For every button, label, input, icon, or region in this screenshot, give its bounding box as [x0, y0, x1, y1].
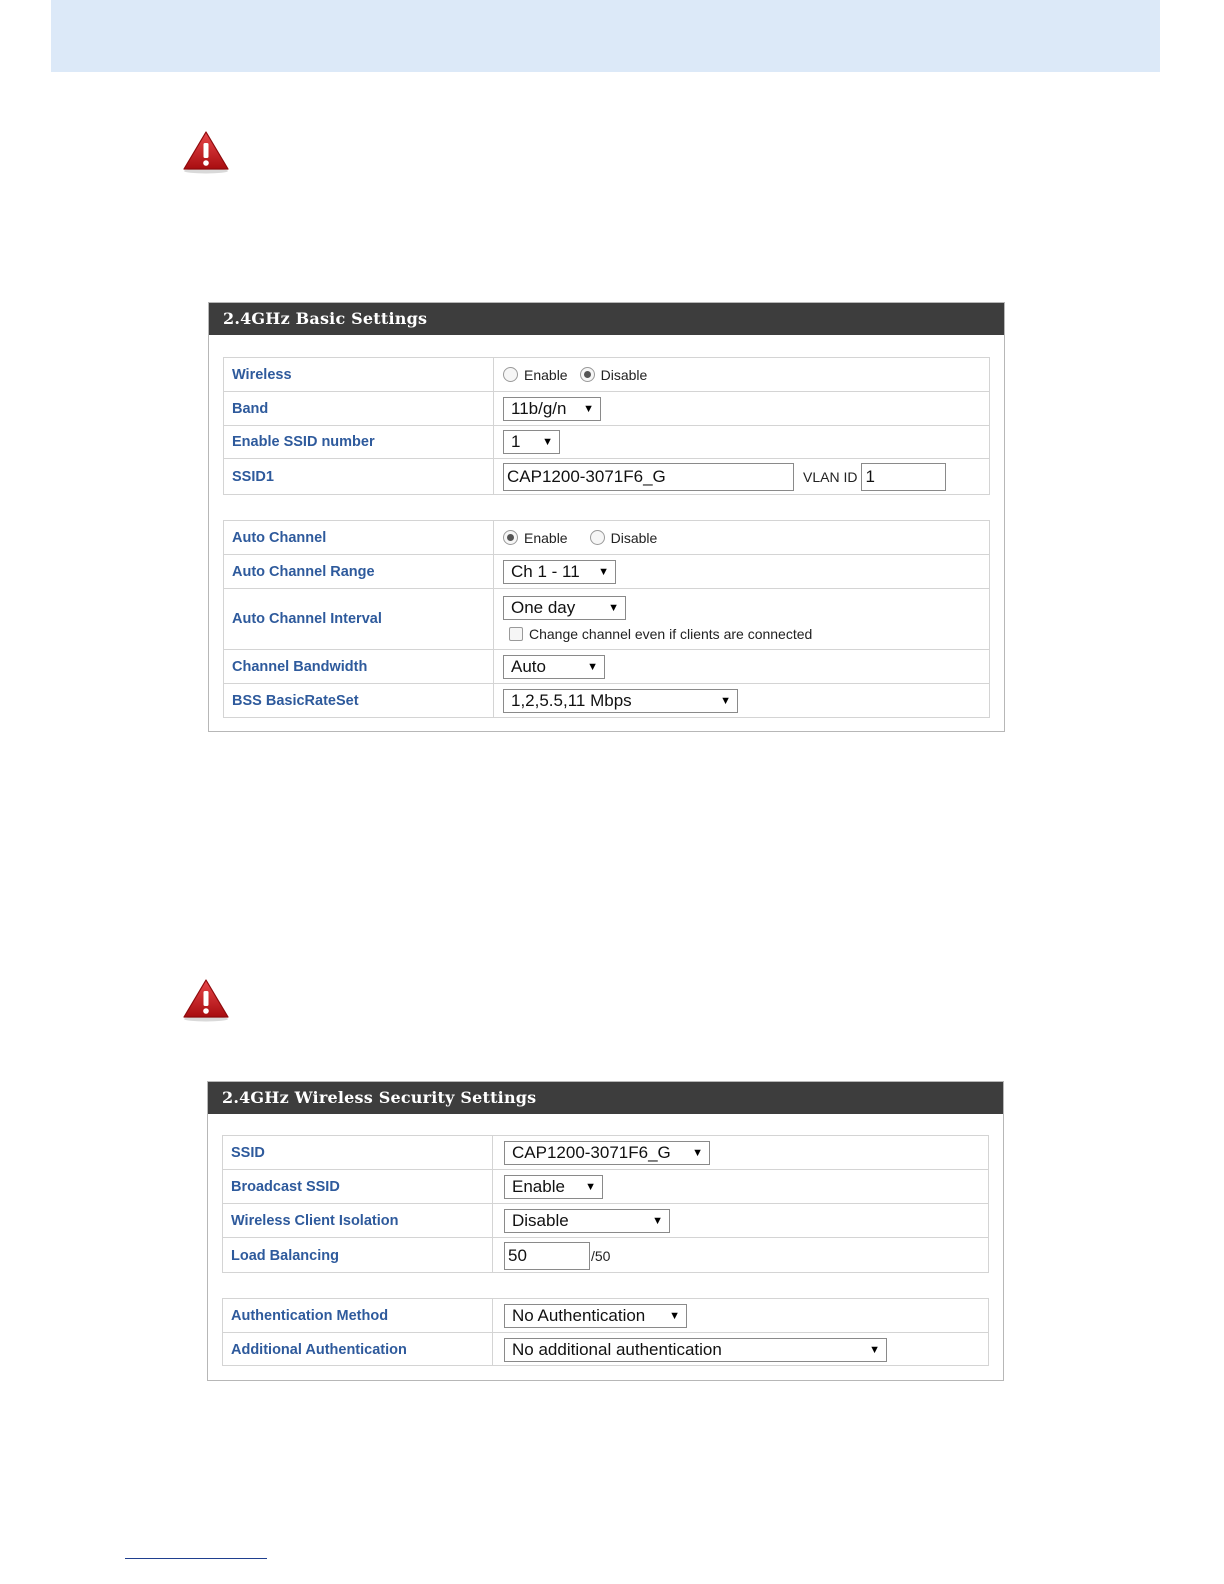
radio-icon[interactable] — [590, 530, 605, 545]
load-balancing-input[interactable]: 50 — [504, 1242, 590, 1270]
client-isolation-label: Wireless Client Isolation — [223, 1204, 493, 1237]
auto-channel-interval-label: Auto Channel Interval — [224, 589, 494, 649]
security-settings-title: 2.4GHz Wireless Security Settings — [208, 1082, 1003, 1114]
footer-rule — [125, 1558, 267, 1559]
broadcast-ssid-label: Broadcast SSID — [223, 1170, 493, 1203]
auto-channel-range-label: Auto Channel Range — [224, 555, 494, 588]
auth-method-select[interactable]: No Authentication ▼ — [504, 1304, 687, 1328]
ssid-label: SSID — [223, 1136, 493, 1169]
broadcast-ssid-select[interactable]: Enable ▼ — [504, 1175, 603, 1199]
wireless-row — [224, 358, 989, 392]
ssid-number-row — [224, 426, 989, 459]
change-channel-option[interactable] — [509, 626, 812, 642]
auth-method-row — [223, 1299, 988, 1333]
client-isolation-row — [223, 1204, 988, 1238]
vlan-id-input[interactable]: 1 — [861, 463, 946, 491]
bss-rate-select[interactable]: 1,2,5.5,11 Mbps ▼ — [503, 689, 738, 713]
ssid-number-select[interactable]: 1 ▼ — [503, 430, 560, 454]
channel-bandwidth-row — [224, 650, 989, 684]
ssid-row — [223, 1136, 988, 1170]
band-row — [224, 392, 989, 426]
security-settings-group-1 — [222, 1135, 989, 1273]
dropdown-arrow-icon: ▼ — [542, 436, 553, 448]
dropdown-arrow-icon: ▼ — [583, 402, 594, 415]
auto-channel-range-select[interactable]: Ch 1 - 11 ▼ — [503, 560, 616, 584]
additional-auth-label: Additional Authentication — [223, 1333, 493, 1366]
security-settings-group-2 — [222, 1298, 989, 1366]
auto-channel-disable-radio[interactable]: Disable — [590, 530, 658, 546]
channel-bandwidth-select[interactable]: Auto ▼ — [503, 655, 605, 679]
page-header-band — [51, 0, 1160, 72]
channel-bandwidth-label: Channel Bandwidth — [224, 650, 494, 683]
auto-channel-range-row — [224, 555, 989, 589]
dropdown-arrow-icon: ▼ — [652, 1214, 663, 1227]
basic-settings-panel — [208, 302, 1005, 732]
security-settings-panel — [207, 1081, 1004, 1381]
auto-channel-label: Auto Channel — [224, 521, 494, 554]
basic-settings-group-1 — [223, 357, 990, 495]
client-isolation-select[interactable]: Disable ▼ — [504, 1209, 670, 1233]
auto-channel-row — [224, 521, 989, 555]
change-channel-checkbox[interactable] — [509, 627, 523, 641]
radio-icon[interactable] — [503, 367, 518, 382]
dropdown-arrow-icon: ▼ — [598, 565, 609, 578]
band-label: Band — [224, 392, 494, 425]
auto-channel-interval-row — [224, 589, 989, 650]
dropdown-arrow-icon: ▼ — [608, 602, 619, 614]
wireless-label: Wireless — [224, 358, 494, 391]
wireless-disable-radio[interactable]: Disable — [580, 367, 648, 383]
additional-auth-select[interactable]: No additional authentication ▼ — [504, 1338, 887, 1362]
warning-icon — [182, 130, 230, 174]
broadcast-ssid-row — [223, 1170, 988, 1204]
basic-settings-group-2 — [223, 520, 990, 718]
bss-rate-row — [224, 684, 989, 717]
dropdown-arrow-icon: ▼ — [720, 694, 731, 707]
vlan-id-label: VLAN ID — [803, 468, 858, 485]
dropdown-arrow-icon: ▼ — [869, 1343, 880, 1356]
wireless-enable-radio[interactable]: Enable — [503, 367, 568, 383]
ssid1-row — [224, 459, 989, 494]
auto-channel-interval-select[interactable]: One day ▼ — [503, 596, 626, 620]
radio-checked-icon[interactable] — [580, 367, 595, 382]
warning-icon — [182, 978, 230, 1022]
additional-auth-row — [223, 1333, 988, 1366]
dropdown-arrow-icon: ▼ — [585, 1180, 596, 1193]
band-select[interactable]: 11b/g/n ▼ — [503, 397, 601, 421]
ssid-number-label: Enable SSID number — [224, 426, 494, 458]
load-balancing-row — [223, 1238, 988, 1273]
basic-settings-title: 2.4GHz Basic Settings — [209, 303, 1004, 335]
ssid1-input[interactable]: CAP1200-3071F6_G — [503, 463, 794, 491]
dropdown-arrow-icon: ▼ — [587, 660, 598, 673]
change-channel-label: Change channel even if clients are connected — [529, 626, 813, 642]
ssid1-label: SSID1 — [224, 459, 494, 494]
load-balancing-label: Load Balancing — [223, 1238, 493, 1273]
bss-rate-label: BSS BasicRateSet — [224, 684, 494, 717]
dropdown-arrow-icon: ▼ — [692, 1146, 703, 1159]
dropdown-arrow-icon: ▼ — [669, 1309, 680, 1322]
auth-method-label: Authentication Method — [223, 1299, 493, 1332]
auto-channel-enable-radio[interactable]: Enable — [503, 530, 568, 546]
load-balancing-suffix: /50 — [591, 1247, 611, 1264]
ssid-select[interactable]: CAP1200-3071F6_G ▼ — [504, 1141, 710, 1165]
radio-checked-icon[interactable] — [503, 530, 518, 545]
